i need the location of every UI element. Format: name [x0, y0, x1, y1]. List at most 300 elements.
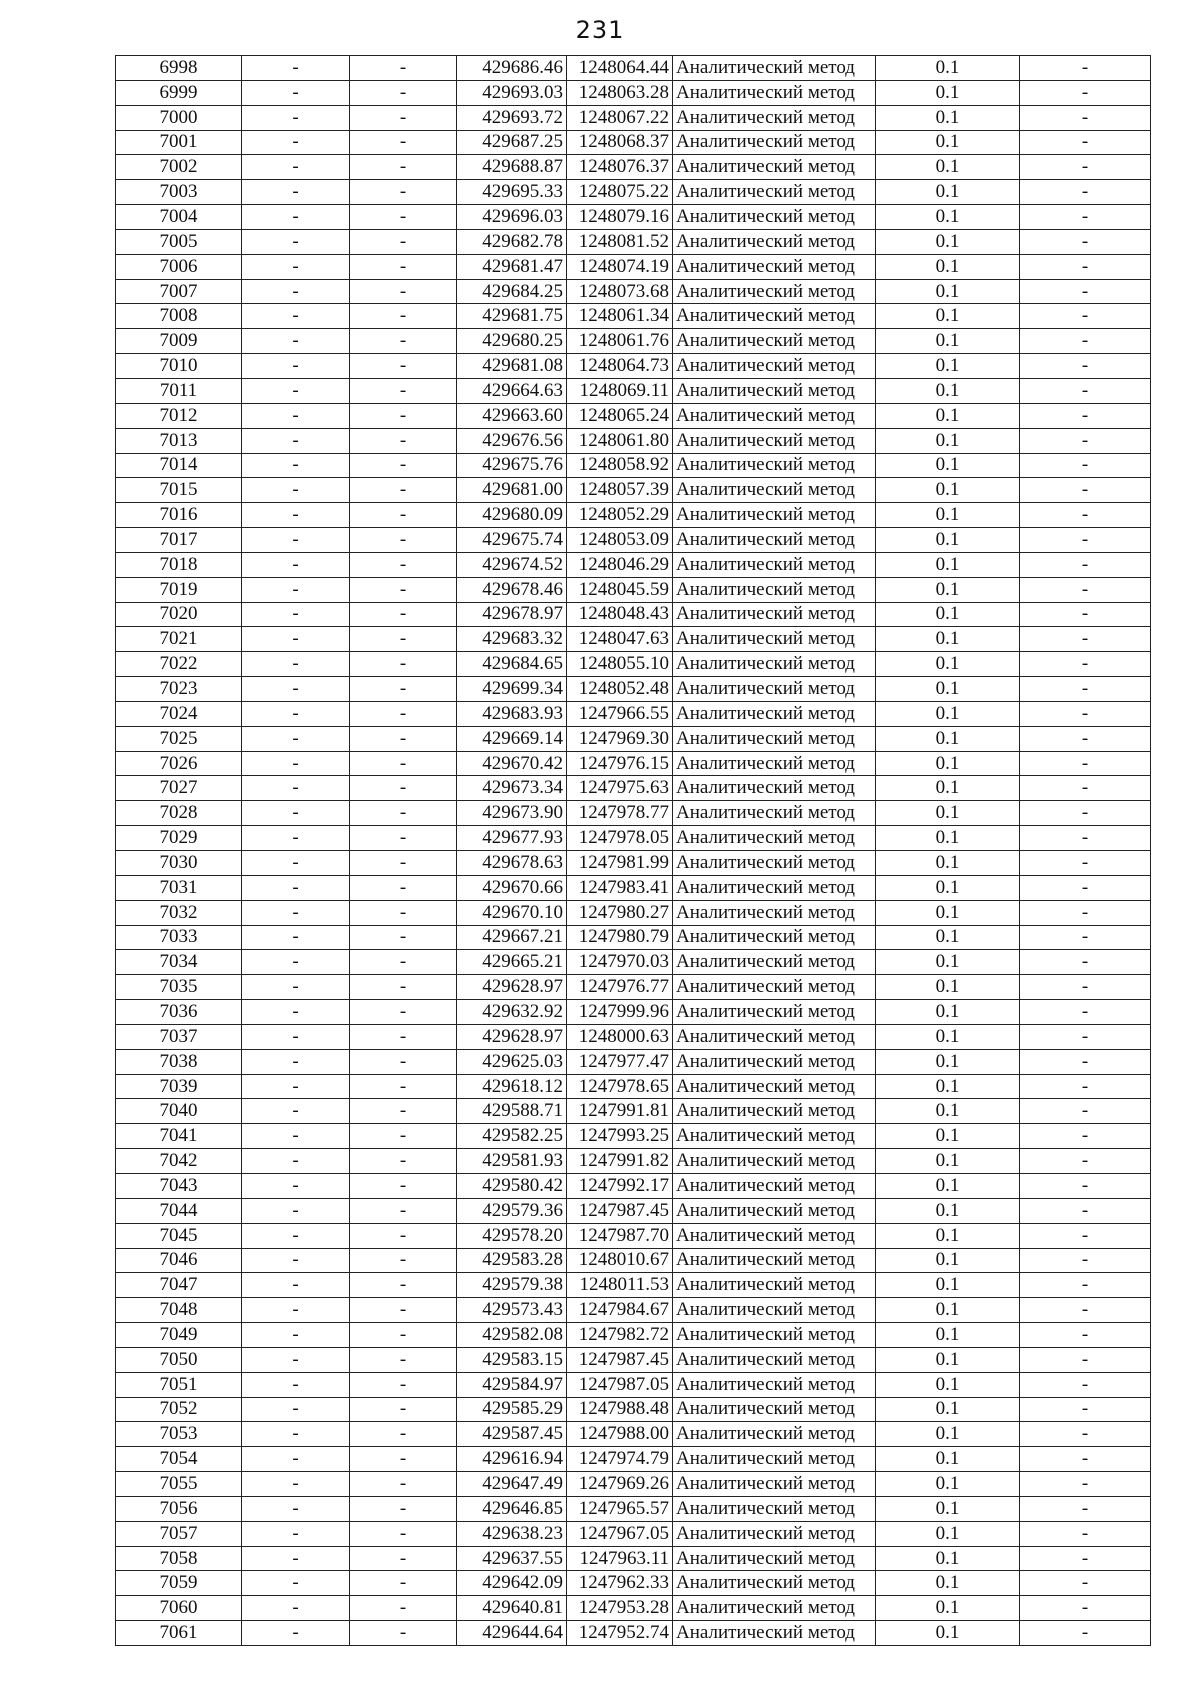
coordinate-y-cell: 1247977.47: [567, 1049, 673, 1074]
coordinate-x-cell: 429676.56: [457, 428, 567, 453]
accuracy-cell: 0.1: [876, 1621, 1020, 1646]
method-cell: Аналитический метод: [673, 1074, 876, 1099]
point-number-cell: 7048: [116, 1298, 242, 1323]
table-row: [116, 105, 1151, 130]
coordinate-y-cell: 1247966.55: [567, 701, 673, 726]
point-number-cell: 7003: [116, 180, 242, 205]
method-cell: Аналитический метод: [673, 1571, 876, 1596]
empty-cell-2: -: [350, 1546, 457, 1571]
accuracy-cell: 0.1: [876, 1447, 1020, 1472]
accuracy-cell: 0.1: [876, 950, 1020, 975]
coordinate-x-cell: 429683.93: [457, 701, 567, 726]
method-cell: Аналитический метод: [673, 378, 876, 403]
coordinate-y-cell: 1248074.19: [567, 254, 673, 279]
empty-cell-2: -: [350, 875, 457, 900]
method-cell: Аналитический метод: [673, 354, 876, 379]
accuracy-cell: 0.1: [876, 180, 1020, 205]
empty-cell-3: -: [1020, 155, 1151, 180]
table-row: [116, 503, 1151, 528]
empty-cell-3: -: [1020, 801, 1151, 826]
method-cell: Аналитический метод: [673, 1397, 876, 1422]
point-number-cell: 7049: [116, 1323, 242, 1348]
table-row: [116, 528, 1151, 553]
accuracy-cell: 0.1: [876, 478, 1020, 503]
accuracy-cell: 0.1: [876, 378, 1020, 403]
table-row: [116, 155, 1151, 180]
empty-cell-1: -: [242, 1248, 350, 1273]
point-number-cell: 7055: [116, 1472, 242, 1497]
empty-cell-1: -: [242, 1000, 350, 1025]
empty-cell-1: -: [242, 776, 350, 801]
accuracy-cell: 0.1: [876, 1049, 1020, 1074]
method-cell: Аналитический метод: [673, 652, 876, 677]
coordinate-y-cell: 1247999.96: [567, 1000, 673, 1025]
table-row: [116, 254, 1151, 279]
table-row: [116, 304, 1151, 329]
coordinate-y-cell: 1248053.09: [567, 528, 673, 553]
coordinate-x-cell: 429585.29: [457, 1397, 567, 1422]
empty-cell-3: -: [1020, 229, 1151, 254]
method-cell: Аналитический метод: [673, 826, 876, 851]
point-number-cell: 7033: [116, 925, 242, 950]
coordinate-y-cell: 1247991.82: [567, 1149, 673, 1174]
coordinate-x-cell: 429582.25: [457, 1124, 567, 1149]
empty-cell-2: -: [350, 1223, 457, 1248]
coordinate-y-cell: 1248000.63: [567, 1024, 673, 1049]
coordinate-x-cell: 429678.63: [457, 851, 567, 876]
point-number-cell: 7004: [116, 205, 242, 230]
accuracy-cell: 0.1: [876, 56, 1020, 81]
coordinate-x-cell: 429587.45: [457, 1422, 567, 1447]
accuracy-cell: 0.1: [876, 1422, 1020, 1447]
table-row: [116, 677, 1151, 702]
empty-cell-2: -: [350, 1099, 457, 1124]
empty-cell-3: -: [1020, 552, 1151, 577]
coordinate-x-cell: 429579.38: [457, 1273, 567, 1298]
empty-cell-1: -: [242, 1198, 350, 1223]
empty-cell-2: -: [350, 528, 457, 553]
coordinate-y-cell: 1248047.63: [567, 627, 673, 652]
coordinate-x-cell: 429573.43: [457, 1298, 567, 1323]
method-cell: Аналитический метод: [673, 801, 876, 826]
coordinate-x-cell: 429688.87: [457, 155, 567, 180]
method-cell: Аналитический метод: [673, 1124, 876, 1149]
method-cell: Аналитический метод: [673, 1248, 876, 1273]
empty-cell-3: -: [1020, 254, 1151, 279]
coordinate-y-cell: 1247981.99: [567, 851, 673, 876]
point-number-cell: 7020: [116, 602, 242, 627]
empty-cell-1: -: [242, 1347, 350, 1372]
point-number-cell: 7061: [116, 1621, 242, 1646]
empty-cell-1: -: [242, 354, 350, 379]
empty-cell-1: -: [242, 1521, 350, 1546]
accuracy-cell: 0.1: [876, 105, 1020, 130]
coordinate-y-cell: 1247980.79: [567, 925, 673, 950]
empty-cell-3: -: [1020, 1372, 1151, 1397]
point-number-cell: 7021: [116, 627, 242, 652]
empty-cell-2: -: [350, 726, 457, 751]
coordinate-x-cell: 429632.92: [457, 1000, 567, 1025]
coordinate-x-cell: 429675.74: [457, 528, 567, 553]
empty-cell-1: -: [242, 925, 350, 950]
empty-cell-2: -: [350, 552, 457, 577]
accuracy-cell: 0.1: [876, 528, 1020, 553]
point-number-cell: 7017: [116, 528, 242, 553]
table-row: [116, 1596, 1151, 1621]
coordinate-x-cell: 429683.32: [457, 627, 567, 652]
coordinate-x-cell: 429647.49: [457, 1472, 567, 1497]
empty-cell-2: -: [350, 577, 457, 602]
coordinate-y-cell: 1247963.11: [567, 1546, 673, 1571]
coordinate-x-cell: 429670.66: [457, 875, 567, 900]
method-cell: Аналитический метод: [673, 950, 876, 975]
table-row: [116, 975, 1151, 1000]
empty-cell-2: -: [350, 1422, 457, 1447]
empty-cell-3: -: [1020, 329, 1151, 354]
coordinate-x-cell: 429640.81: [457, 1596, 567, 1621]
point-number-cell: 7001: [116, 130, 242, 155]
method-cell: Аналитический метод: [673, 254, 876, 279]
point-number-cell: 7006: [116, 254, 242, 279]
empty-cell-3: -: [1020, 677, 1151, 702]
empty-cell-3: -: [1020, 950, 1151, 975]
table-row: [116, 1521, 1151, 1546]
empty-cell-1: -: [242, 1571, 350, 1596]
empty-cell-2: -: [350, 1173, 457, 1198]
empty-cell-3: -: [1020, 1149, 1151, 1174]
accuracy-cell: 0.1: [876, 1323, 1020, 1348]
point-number-cell: 7022: [116, 652, 242, 677]
coordinate-x-cell: 429693.03: [457, 80, 567, 105]
coordinate-y-cell: 1248076.37: [567, 155, 673, 180]
empty-cell-1: -: [242, 130, 350, 155]
coordinate-x-cell: 429670.10: [457, 900, 567, 925]
coordinate-x-cell: 429583.28: [457, 1248, 567, 1273]
coordinate-y-cell: 1247983.41: [567, 875, 673, 900]
empty-cell-1: -: [242, 1621, 350, 1646]
table-row: [116, 1397, 1151, 1422]
empty-cell-3: -: [1020, 528, 1151, 553]
empty-cell-2: -: [350, 155, 457, 180]
empty-cell-1: -: [242, 478, 350, 503]
table-row: [116, 1298, 1151, 1323]
empty-cell-2: -: [350, 180, 457, 205]
empty-cell-3: -: [1020, 1223, 1151, 1248]
point-number-cell: 6998: [116, 56, 242, 81]
accuracy-cell: 0.1: [876, 1173, 1020, 1198]
empty-cell-1: -: [242, 801, 350, 826]
empty-cell-1: -: [242, 1273, 350, 1298]
empty-cell-2: -: [350, 428, 457, 453]
accuracy-cell: 0.1: [876, 875, 1020, 900]
empty-cell-3: -: [1020, 602, 1151, 627]
coordinate-x-cell: 429696.03: [457, 205, 567, 230]
empty-cell-2: -: [350, 105, 457, 130]
accuracy-cell: 0.1: [876, 652, 1020, 677]
empty-cell-3: -: [1020, 503, 1151, 528]
coordinate-y-cell: 1248045.59: [567, 577, 673, 602]
coordinate-y-cell: 1247978.05: [567, 826, 673, 851]
accuracy-cell: 0.1: [876, 80, 1020, 105]
point-number-cell: 7036: [116, 1000, 242, 1025]
coordinate-x-cell: 429699.34: [457, 677, 567, 702]
coordinate-y-cell: 1247980.27: [567, 900, 673, 925]
empty-cell-1: -: [242, 528, 350, 553]
table-body: [116, 56, 1151, 1646]
method-cell: Аналитический метод: [673, 1347, 876, 1372]
accuracy-cell: 0.1: [876, 1223, 1020, 1248]
empty-cell-3: -: [1020, 1124, 1151, 1149]
empty-cell-3: -: [1020, 925, 1151, 950]
empty-cell-1: -: [242, 279, 350, 304]
point-number-cell: 7042: [116, 1149, 242, 1174]
coordinate-y-cell: 1247982.72: [567, 1323, 673, 1348]
method-cell: Аналитический метод: [673, 1198, 876, 1223]
accuracy-cell: 0.1: [876, 1074, 1020, 1099]
method-cell: Аналитический метод: [673, 329, 876, 354]
empty-cell-1: -: [242, 105, 350, 130]
method-cell: Аналитический метод: [673, 1298, 876, 1323]
table-row: [116, 80, 1151, 105]
accuracy-cell: 0.1: [876, 726, 1020, 751]
empty-cell-1: -: [242, 1496, 350, 1521]
method-cell: Аналитический метод: [673, 1422, 876, 1447]
empty-cell-2: -: [350, 1298, 457, 1323]
table-row: [116, 1049, 1151, 1074]
empty-cell-2: -: [350, 1273, 457, 1298]
empty-cell-3: -: [1020, 751, 1151, 776]
point-number-cell: 7018: [116, 552, 242, 577]
accuracy-cell: 0.1: [876, 1099, 1020, 1124]
point-number-cell: 7011: [116, 378, 242, 403]
accuracy-cell: 0.1: [876, 925, 1020, 950]
empty-cell-3: -: [1020, 1049, 1151, 1074]
empty-cell-1: -: [242, 1447, 350, 1472]
method-cell: Аналитический метод: [673, 925, 876, 950]
coordinate-x-cell: 429684.65: [457, 652, 567, 677]
empty-cell-1: -: [242, 1397, 350, 1422]
empty-cell-2: -: [350, 1248, 457, 1273]
empty-cell-3: -: [1020, 428, 1151, 453]
coordinate-y-cell: 1248065.24: [567, 403, 673, 428]
method-cell: Аналитический метод: [673, 577, 876, 602]
empty-cell-1: -: [242, 552, 350, 577]
empty-cell-1: -: [242, 80, 350, 105]
coordinate-y-cell: 1247976.15: [567, 751, 673, 776]
table-row: [116, 130, 1151, 155]
coordinate-y-cell: 1247987.70: [567, 1223, 673, 1248]
coordinate-x-cell: 429681.00: [457, 478, 567, 503]
point-number-cell: 7007: [116, 279, 242, 304]
method-cell: Аналитический метод: [673, 900, 876, 925]
empty-cell-3: -: [1020, 1198, 1151, 1223]
accuracy-cell: 0.1: [876, 677, 1020, 702]
empty-cell-2: -: [350, 329, 457, 354]
coordinate-x-cell: 429588.71: [457, 1099, 567, 1124]
coordinate-y-cell: 1248061.80: [567, 428, 673, 453]
coordinate-y-cell: 1247976.77: [567, 975, 673, 1000]
point-number-cell: 7012: [116, 403, 242, 428]
table-row: [116, 950, 1151, 975]
empty-cell-2: -: [350, 453, 457, 478]
empty-cell-2: -: [350, 56, 457, 81]
point-number-cell: 7023: [116, 677, 242, 702]
point-number-cell: 7031: [116, 875, 242, 900]
coordinates-table: [115, 55, 1151, 1646]
empty-cell-3: -: [1020, 403, 1151, 428]
method-cell: Аналитический метод: [673, 602, 876, 627]
empty-cell-3: -: [1020, 1099, 1151, 1124]
accuracy-cell: 0.1: [876, 503, 1020, 528]
table-row: [116, 1149, 1151, 1174]
coordinate-y-cell: 1248081.52: [567, 229, 673, 254]
empty-cell-2: -: [350, 1397, 457, 1422]
empty-cell-3: -: [1020, 1323, 1151, 1348]
coordinate-x-cell: 429625.03: [457, 1049, 567, 1074]
coordinate-y-cell: 1248063.28: [567, 80, 673, 105]
empty-cell-1: -: [242, 1546, 350, 1571]
empty-cell-1: -: [242, 1124, 350, 1149]
empty-cell-1: -: [242, 1223, 350, 1248]
method-cell: Аналитический метод: [673, 875, 876, 900]
accuracy-cell: 0.1: [876, 229, 1020, 254]
method-cell: Аналитический метод: [673, 1596, 876, 1621]
coordinate-y-cell: 1247953.28: [567, 1596, 673, 1621]
empty-cell-3: -: [1020, 279, 1151, 304]
method-cell: Аналитический метод: [673, 1173, 876, 1198]
accuracy-cell: 0.1: [876, 1347, 1020, 1372]
coordinate-y-cell: 1248068.37: [567, 130, 673, 155]
accuracy-cell: 0.1: [876, 975, 1020, 1000]
accuracy-cell: 0.1: [876, 453, 1020, 478]
empty-cell-3: -: [1020, 1571, 1151, 1596]
table-row: [116, 56, 1151, 81]
method-cell: Аналитический метод: [673, 428, 876, 453]
method-cell: Аналитический метод: [673, 975, 876, 1000]
empty-cell-2: -: [350, 1472, 457, 1497]
table-row: [116, 1248, 1151, 1273]
accuracy-cell: 0.1: [876, 1571, 1020, 1596]
table-row: [116, 279, 1151, 304]
point-number-cell: 7027: [116, 776, 242, 801]
coordinate-x-cell: 429628.97: [457, 975, 567, 1000]
point-number-cell: 7060: [116, 1596, 242, 1621]
accuracy-cell: 0.1: [876, 254, 1020, 279]
empty-cell-2: -: [350, 851, 457, 876]
table-row: [116, 1099, 1151, 1124]
empty-cell-2: -: [350, 652, 457, 677]
table-row: [116, 403, 1151, 428]
empty-cell-3: -: [1020, 1248, 1151, 1273]
coordinate-y-cell: 1248052.29: [567, 503, 673, 528]
coordinate-y-cell: 1248075.22: [567, 180, 673, 205]
method-cell: Аналитический метод: [673, 1323, 876, 1348]
empty-cell-1: -: [242, 602, 350, 627]
empty-cell-3: -: [1020, 975, 1151, 1000]
point-number-cell: 7038: [116, 1049, 242, 1074]
accuracy-cell: 0.1: [876, 1273, 1020, 1298]
empty-cell-2: -: [350, 354, 457, 379]
empty-cell-3: -: [1020, 1546, 1151, 1571]
table-row: [116, 478, 1151, 503]
accuracy-cell: 0.1: [876, 1472, 1020, 1497]
coordinate-y-cell: 1247991.81: [567, 1099, 673, 1124]
empty-cell-1: -: [242, 503, 350, 528]
empty-cell-2: -: [350, 403, 457, 428]
table-row: [116, 453, 1151, 478]
empty-cell-3: -: [1020, 900, 1151, 925]
empty-cell-2: -: [350, 1024, 457, 1049]
coordinate-x-cell: 429680.09: [457, 503, 567, 528]
point-number-cell: 7047: [116, 1273, 242, 1298]
accuracy-cell: 0.1: [876, 776, 1020, 801]
table-row: [116, 1422, 1151, 1447]
coordinate-y-cell: 1248011.53: [567, 1273, 673, 1298]
method-cell: Аналитический метод: [673, 1099, 876, 1124]
method-cell: Аналитический метод: [673, 851, 876, 876]
empty-cell-3: -: [1020, 1000, 1151, 1025]
accuracy-cell: 0.1: [876, 701, 1020, 726]
coordinate-x-cell: 429628.97: [457, 1024, 567, 1049]
method-cell: Аналитический метод: [673, 478, 876, 503]
empty-cell-1: -: [242, 304, 350, 329]
empty-cell-3: -: [1020, 1397, 1151, 1422]
coordinate-y-cell: 1248046.29: [567, 552, 673, 577]
coordinate-y-cell: 1248079.16: [567, 205, 673, 230]
empty-cell-1: -: [242, 205, 350, 230]
accuracy-cell: 0.1: [876, 1024, 1020, 1049]
empty-cell-1: -: [242, 726, 350, 751]
empty-cell-1: -: [242, 701, 350, 726]
empty-cell-1: -: [242, 1049, 350, 1074]
table-row: [116, 577, 1151, 602]
accuracy-cell: 0.1: [876, 900, 1020, 925]
method-cell: Аналитический метод: [673, 1223, 876, 1248]
coordinate-x-cell: 429664.63: [457, 378, 567, 403]
empty-cell-2: -: [350, 975, 457, 1000]
empty-cell-1: -: [242, 1149, 350, 1174]
empty-cell-1: -: [242, 1099, 350, 1124]
table-row: [116, 1198, 1151, 1223]
coordinate-x-cell: 429678.46: [457, 577, 567, 602]
empty-cell-2: -: [350, 503, 457, 528]
table-row: [116, 229, 1151, 254]
empty-cell-1: -: [242, 577, 350, 602]
point-number-cell: 7035: [116, 975, 242, 1000]
empty-cell-2: -: [350, 701, 457, 726]
empty-cell-1: -: [242, 826, 350, 851]
empty-cell-2: -: [350, 1049, 457, 1074]
empty-cell-3: -: [1020, 1596, 1151, 1621]
table-row: [116, 1546, 1151, 1571]
empty-cell-1: -: [242, 900, 350, 925]
point-number-cell: 7016: [116, 503, 242, 528]
accuracy-cell: 0.1: [876, 279, 1020, 304]
point-number-cell: 7039: [116, 1074, 242, 1099]
coordinate-x-cell: 429684.25: [457, 279, 567, 304]
coordinate-x-cell: 429687.25: [457, 130, 567, 155]
accuracy-cell: 0.1: [876, 1149, 1020, 1174]
empty-cell-3: -: [1020, 701, 1151, 726]
empty-cell-3: -: [1020, 304, 1151, 329]
empty-cell-3: -: [1020, 776, 1151, 801]
point-number-cell: 7013: [116, 428, 242, 453]
empty-cell-1: -: [242, 652, 350, 677]
method-cell: Аналитический метод: [673, 1000, 876, 1025]
empty-cell-3: -: [1020, 130, 1151, 155]
coordinate-x-cell: 429677.93: [457, 826, 567, 851]
accuracy-cell: 0.1: [876, 130, 1020, 155]
